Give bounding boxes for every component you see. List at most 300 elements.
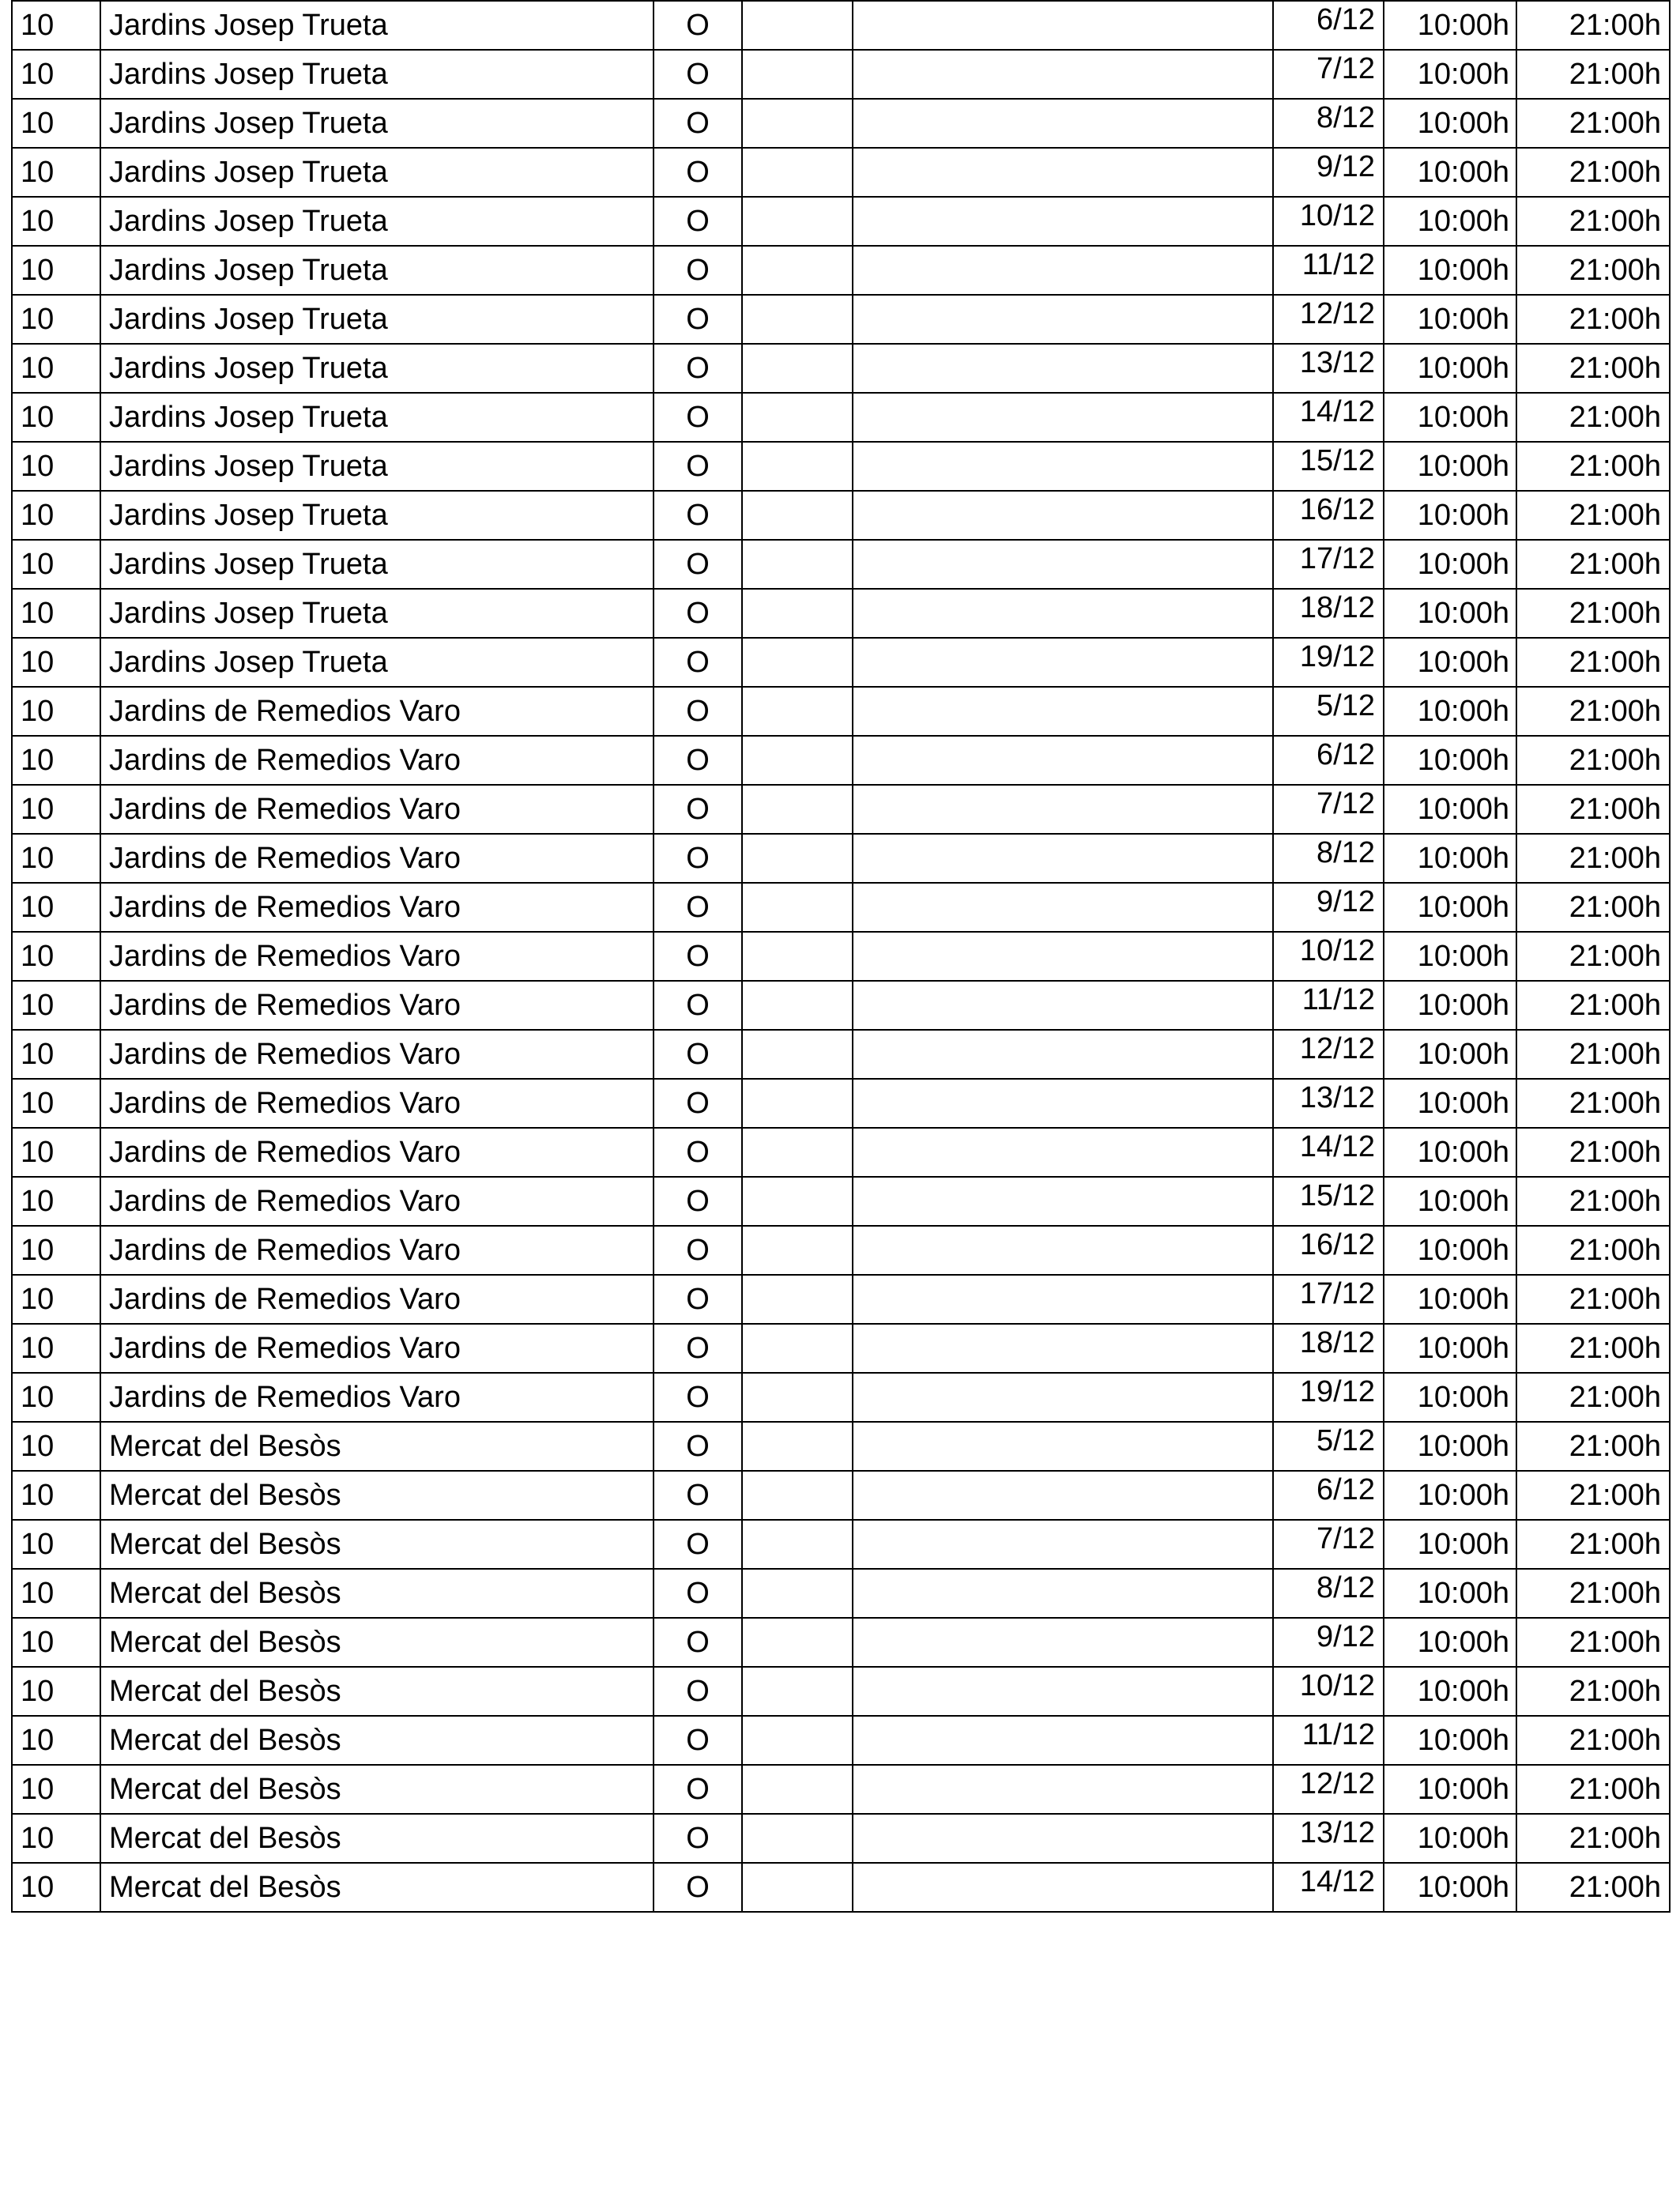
empty-cell	[742, 540, 853, 589]
table-row	[12, 1569, 1670, 1618]
opening-time-cell: 10:00h	[1384, 99, 1516, 148]
empty-cell	[742, 295, 853, 344]
place-cell: Jardins Josep Trueta	[100, 442, 654, 491]
place-cell: Jardins de Remedios Varo	[100, 1128, 654, 1177]
closing-time-cell: 21:00h	[1516, 540, 1670, 589]
empty-cell	[742, 491, 853, 540]
empty-cell	[853, 295, 1273, 344]
closing-time-cell: 21:00h	[1516, 1030, 1670, 1079]
place-cell: Jardins Josep Trueta	[100, 589, 654, 638]
empty-cell	[853, 883, 1273, 932]
type-cell: O	[654, 883, 742, 932]
empty-cell	[853, 1716, 1273, 1765]
place-cell: Jardins de Remedios Varo	[100, 1177, 654, 1226]
place-cell: Mercat del Besòs	[100, 1618, 654, 1667]
place-cell: Jardins Josep Trueta	[100, 638, 654, 687]
opening-time-cell: 10:00h	[1384, 981, 1516, 1030]
district-cell: 10	[12, 540, 100, 589]
district-cell: 10	[12, 883, 100, 932]
date-cell: 11/12	[1273, 1716, 1384, 1765]
district-cell: 10	[12, 1177, 100, 1226]
opening-time-cell: 10:00h	[1384, 1569, 1516, 1618]
empty-cell	[853, 1667, 1273, 1716]
opening-time-cell: 10:00h	[1384, 1373, 1516, 1422]
table-row	[12, 687, 1670, 736]
table-row	[12, 540, 1670, 589]
empty-cell	[742, 932, 853, 981]
empty-cell	[853, 344, 1273, 393]
place-cell: Jardins de Remedios Varo	[100, 883, 654, 932]
closing-time-cell: 21:00h	[1516, 1569, 1670, 1618]
opening-time-cell: 10:00h	[1384, 687, 1516, 736]
date-cell: 15/12	[1273, 442, 1384, 491]
date-cell: 5/12	[1273, 1422, 1384, 1471]
empty-cell	[853, 981, 1273, 1030]
empty-cell	[742, 50, 853, 99]
place-cell: Mercat del Besòs	[100, 1863, 654, 1912]
table-row	[12, 99, 1670, 148]
district-cell: 10	[12, 736, 100, 785]
type-cell: O	[654, 1814, 742, 1863]
opening-time-cell: 10:00h	[1384, 1667, 1516, 1716]
table-row	[12, 344, 1670, 393]
date-cell: 17/12	[1273, 540, 1384, 589]
district-cell: 10	[12, 1520, 100, 1569]
table-row	[12, 981, 1670, 1030]
table-row	[12, 442, 1670, 491]
date-cell: 6/12	[1273, 1, 1384, 50]
district-cell: 10	[12, 1765, 100, 1814]
type-cell: O	[654, 1422, 742, 1471]
closing-time-cell: 21:00h	[1516, 1814, 1670, 1863]
place-cell: Jardins Josep Trueta	[100, 197, 654, 246]
empty-cell	[742, 197, 853, 246]
empty-cell	[742, 1765, 853, 1814]
type-cell: O	[654, 1128, 742, 1177]
empty-cell	[853, 393, 1273, 442]
district-cell: 10	[12, 785, 100, 834]
table-row	[12, 1128, 1670, 1177]
district-cell: 10	[12, 1814, 100, 1863]
date-cell: 8/12	[1273, 99, 1384, 148]
type-cell: O	[654, 638, 742, 687]
type-cell: O	[654, 99, 742, 148]
type-cell: O	[654, 589, 742, 638]
table-row	[12, 1618, 1670, 1667]
district-cell: 10	[12, 1275, 100, 1324]
type-cell: O	[654, 1667, 742, 1716]
district-cell: 10	[12, 1716, 100, 1765]
district-cell: 10	[12, 1569, 100, 1618]
district-cell: 10	[12, 246, 100, 295]
date-cell: 10/12	[1273, 197, 1384, 246]
opening-time-cell: 10:00h	[1384, 1, 1516, 50]
closing-time-cell: 21:00h	[1516, 99, 1670, 148]
district-cell: 10	[12, 1667, 100, 1716]
opening-time-cell: 10:00h	[1384, 1422, 1516, 1471]
empty-cell	[742, 393, 853, 442]
date-cell: 7/12	[1273, 785, 1384, 834]
date-cell: 6/12	[1273, 1471, 1384, 1520]
closing-time-cell: 21:00h	[1516, 491, 1670, 540]
opening-time-cell: 10:00h	[1384, 1520, 1516, 1569]
empty-cell	[742, 1716, 853, 1765]
date-cell: 13/12	[1273, 1814, 1384, 1863]
table-row	[12, 785, 1670, 834]
district-cell: 10	[12, 1, 100, 50]
table-row	[12, 1030, 1670, 1079]
date-cell: 13/12	[1273, 344, 1384, 393]
empty-cell	[742, 99, 853, 148]
empty-cell	[742, 1128, 853, 1177]
opening-time-cell: 10:00h	[1384, 932, 1516, 981]
place-cell: Mercat del Besòs	[100, 1569, 654, 1618]
empty-cell	[742, 834, 853, 883]
empty-cell	[853, 1373, 1273, 1422]
opening-time-cell: 10:00h	[1384, 834, 1516, 883]
table-row	[12, 295, 1670, 344]
opening-time-cell: 10:00h	[1384, 1471, 1516, 1520]
place-cell: Jardins de Remedios Varo	[100, 1226, 654, 1275]
empty-cell	[853, 50, 1273, 99]
place-cell: Jardins Josep Trueta	[100, 540, 654, 589]
place-cell: Jardins Josep Trueta	[100, 344, 654, 393]
district-cell: 10	[12, 932, 100, 981]
closing-time-cell: 21:00h	[1516, 638, 1670, 687]
table-row	[12, 246, 1670, 295]
closing-time-cell: 21:00h	[1516, 1471, 1670, 1520]
empty-cell	[853, 932, 1273, 981]
empty-cell	[742, 1569, 853, 1618]
empty-cell	[853, 540, 1273, 589]
table-row	[12, 1716, 1670, 1765]
type-cell: O	[654, 1226, 742, 1275]
type-cell: O	[654, 491, 742, 540]
closing-time-cell: 21:00h	[1516, 1324, 1670, 1373]
opening-time-cell: 10:00h	[1384, 295, 1516, 344]
district-cell: 10	[12, 295, 100, 344]
empty-cell	[853, 1079, 1273, 1128]
type-cell: O	[654, 932, 742, 981]
type-cell: O	[654, 1863, 742, 1912]
empty-cell	[853, 1128, 1273, 1177]
place-cell: Jardins de Remedios Varo	[100, 932, 654, 981]
opening-time-cell: 10:00h	[1384, 638, 1516, 687]
table-row	[12, 1814, 1670, 1863]
empty-cell	[742, 736, 853, 785]
empty-cell	[742, 785, 853, 834]
district-cell: 10	[12, 1422, 100, 1471]
empty-cell	[853, 1324, 1273, 1373]
opening-time-cell: 10:00h	[1384, 1716, 1516, 1765]
opening-time-cell: 10:00h	[1384, 197, 1516, 246]
empty-cell	[853, 246, 1273, 295]
date-cell: 12/12	[1273, 1765, 1384, 1814]
empty-cell	[742, 1471, 853, 1520]
empty-cell	[853, 1471, 1273, 1520]
type-cell: O	[654, 540, 742, 589]
type-cell: O	[654, 1520, 742, 1569]
district-cell: 10	[12, 1226, 100, 1275]
type-cell: O	[654, 50, 742, 99]
date-cell: 18/12	[1273, 589, 1384, 638]
empty-cell	[853, 442, 1273, 491]
place-cell: Jardins Josep Trueta	[100, 99, 654, 148]
empty-cell	[742, 344, 853, 393]
district-cell: 10	[12, 148, 100, 197]
empty-cell	[853, 1863, 1273, 1912]
place-cell: Jardins Josep Trueta	[100, 1, 654, 50]
schedule-body	[12, 1, 1670, 1912]
type-cell: O	[654, 393, 742, 442]
opening-time-cell: 10:00h	[1384, 1765, 1516, 1814]
type-cell: O	[654, 344, 742, 393]
empty-cell	[742, 589, 853, 638]
empty-cell	[853, 1520, 1273, 1569]
place-cell: Jardins de Remedios Varo	[100, 736, 654, 785]
empty-cell	[853, 1030, 1273, 1079]
closing-time-cell: 21:00h	[1516, 295, 1670, 344]
type-cell: O	[654, 687, 742, 736]
empty-cell	[742, 1814, 853, 1863]
district-cell: 10	[12, 589, 100, 638]
table-row	[12, 1275, 1670, 1324]
empty-cell	[742, 1226, 853, 1275]
closing-time-cell: 21:00h	[1516, 1520, 1670, 1569]
closing-time-cell: 21:00h	[1516, 1618, 1670, 1667]
date-cell: 7/12	[1273, 1520, 1384, 1569]
place-cell: Jardins de Remedios Varo	[100, 1079, 654, 1128]
date-cell: 12/12	[1273, 295, 1384, 344]
date-cell: 12/12	[1273, 1030, 1384, 1079]
empty-cell	[742, 1863, 853, 1912]
closing-time-cell: 21:00h	[1516, 1373, 1670, 1422]
table-row	[12, 393, 1670, 442]
opening-time-cell: 10:00h	[1384, 1079, 1516, 1128]
place-cell: Jardins de Remedios Varo	[100, 1373, 654, 1422]
opening-time-cell: 10:00h	[1384, 1177, 1516, 1226]
place-cell: Jardins de Remedios Varo	[100, 981, 654, 1030]
closing-time-cell: 21:00h	[1516, 1422, 1670, 1471]
empty-cell	[853, 491, 1273, 540]
table-row	[12, 148, 1670, 197]
closing-time-cell: 21:00h	[1516, 1079, 1670, 1128]
table-row	[12, 932, 1670, 981]
place-cell: Jardins Josep Trueta	[100, 393, 654, 442]
opening-time-cell: 10:00h	[1384, 246, 1516, 295]
table-row	[12, 1765, 1670, 1814]
closing-time-cell: 21:00h	[1516, 50, 1670, 99]
place-cell: Mercat del Besòs	[100, 1814, 654, 1863]
empty-cell	[853, 1275, 1273, 1324]
opening-time-cell: 10:00h	[1384, 1814, 1516, 1863]
empty-cell	[853, 1618, 1273, 1667]
opening-time-cell: 10:00h	[1384, 1030, 1516, 1079]
date-cell: 14/12	[1273, 393, 1384, 442]
district-cell: 10	[12, 197, 100, 246]
closing-time-cell: 21:00h	[1516, 393, 1670, 442]
date-cell: 14/12	[1273, 1863, 1384, 1912]
table-row	[12, 1, 1670, 50]
table-row	[12, 1471, 1670, 1520]
date-cell: 9/12	[1273, 1618, 1384, 1667]
table-row	[12, 1373, 1670, 1422]
closing-time-cell: 21:00h	[1516, 785, 1670, 834]
type-cell: O	[654, 1177, 742, 1226]
place-cell: Jardins de Remedios Varo	[100, 1275, 654, 1324]
place-cell: Jardins Josep Trueta	[100, 491, 654, 540]
type-cell: O	[654, 1373, 742, 1422]
empty-cell	[853, 1, 1273, 50]
district-cell: 10	[12, 1863, 100, 1912]
type-cell: O	[654, 1716, 742, 1765]
district-cell: 10	[12, 1471, 100, 1520]
table-row	[12, 1226, 1670, 1275]
closing-time-cell: 21:00h	[1516, 442, 1670, 491]
closing-time-cell: 21:00h	[1516, 1275, 1670, 1324]
empty-cell	[853, 834, 1273, 883]
table-row	[12, 1863, 1670, 1912]
opening-time-cell: 10:00h	[1384, 50, 1516, 99]
date-cell: 14/12	[1273, 1128, 1384, 1177]
table-row	[12, 1324, 1670, 1373]
opening-time-cell: 10:00h	[1384, 785, 1516, 834]
type-cell: O	[654, 295, 742, 344]
date-cell: 10/12	[1273, 1667, 1384, 1716]
place-cell: Mercat del Besòs	[100, 1422, 654, 1471]
closing-time-cell: 21:00h	[1516, 1863, 1670, 1912]
district-cell: 10	[12, 393, 100, 442]
opening-time-cell: 10:00h	[1384, 1226, 1516, 1275]
opening-time-cell: 10:00h	[1384, 589, 1516, 638]
district-cell: 10	[12, 344, 100, 393]
closing-time-cell: 21:00h	[1516, 589, 1670, 638]
empty-cell	[742, 1422, 853, 1471]
place-cell: Jardins de Remedios Varo	[100, 834, 654, 883]
empty-cell	[742, 638, 853, 687]
place-cell: Mercat del Besòs	[100, 1667, 654, 1716]
district-cell: 10	[12, 1079, 100, 1128]
closing-time-cell: 21:00h	[1516, 246, 1670, 295]
place-cell: Mercat del Besòs	[100, 1471, 654, 1520]
closing-time-cell: 21:00h	[1516, 883, 1670, 932]
empty-cell	[853, 1814, 1273, 1863]
opening-time-cell: 10:00h	[1384, 1863, 1516, 1912]
date-cell: 9/12	[1273, 148, 1384, 197]
table-row	[12, 50, 1670, 99]
opening-time-cell: 10:00h	[1384, 1618, 1516, 1667]
district-cell: 10	[12, 50, 100, 99]
date-cell: 19/12	[1273, 1373, 1384, 1422]
type-cell: O	[654, 785, 742, 834]
opening-time-cell: 10:00h	[1384, 491, 1516, 540]
empty-cell	[853, 589, 1273, 638]
opening-time-cell: 10:00h	[1384, 736, 1516, 785]
opening-time-cell: 10:00h	[1384, 148, 1516, 197]
closing-time-cell: 21:00h	[1516, 344, 1670, 393]
closing-time-cell: 21:00h	[1516, 1765, 1670, 1814]
empty-cell	[742, 1, 853, 50]
empty-cell	[742, 1177, 853, 1226]
district-cell: 10	[12, 638, 100, 687]
date-cell: 7/12	[1273, 50, 1384, 99]
empty-cell	[742, 981, 853, 1030]
type-cell: O	[654, 442, 742, 491]
empty-cell	[742, 883, 853, 932]
empty-cell	[853, 1765, 1273, 1814]
opening-time-cell: 10:00h	[1384, 442, 1516, 491]
empty-cell	[853, 1226, 1273, 1275]
type-cell: O	[654, 246, 742, 295]
empty-cell	[853, 736, 1273, 785]
table-row	[12, 1667, 1670, 1716]
empty-cell	[853, 1422, 1273, 1471]
closing-time-cell: 21:00h	[1516, 1667, 1670, 1716]
place-cell: Jardins de Remedios Varo	[100, 785, 654, 834]
place-cell: Jardins de Remedios Varo	[100, 1030, 654, 1079]
district-cell: 10	[12, 1373, 100, 1422]
district-cell: 10	[12, 1324, 100, 1373]
closing-time-cell: 21:00h	[1516, 932, 1670, 981]
date-cell: 19/12	[1273, 638, 1384, 687]
type-cell: O	[654, 1765, 742, 1814]
table-row	[12, 1177, 1670, 1226]
district-cell: 10	[12, 1128, 100, 1177]
table-row	[12, 589, 1670, 638]
closing-time-cell: 21:00h	[1516, 834, 1670, 883]
closing-time-cell: 21:00h	[1516, 1226, 1670, 1275]
opening-time-cell: 10:00h	[1384, 393, 1516, 442]
empty-cell	[853, 99, 1273, 148]
type-cell: O	[654, 1324, 742, 1373]
closing-time-cell: 21:00h	[1516, 981, 1670, 1030]
type-cell: O	[654, 834, 742, 883]
opening-time-cell: 10:00h	[1384, 344, 1516, 393]
type-cell: O	[654, 981, 742, 1030]
empty-cell	[742, 246, 853, 295]
date-cell: 10/12	[1273, 932, 1384, 981]
opening-time-cell: 10:00h	[1384, 883, 1516, 932]
table-row	[12, 1520, 1670, 1569]
empty-cell	[853, 1569, 1273, 1618]
date-cell: 16/12	[1273, 491, 1384, 540]
empty-cell	[853, 1177, 1273, 1226]
empty-cell	[742, 1667, 853, 1716]
closing-time-cell: 21:00h	[1516, 197, 1670, 246]
date-cell: 5/12	[1273, 687, 1384, 736]
table-row	[12, 638, 1670, 687]
place-cell: Jardins Josep Trueta	[100, 148, 654, 197]
type-cell: O	[654, 1618, 742, 1667]
closing-time-cell: 21:00h	[1516, 736, 1670, 785]
type-cell: O	[654, 1275, 742, 1324]
district-cell: 10	[12, 99, 100, 148]
schedule-table	[11, 0, 1671, 1913]
date-cell: 17/12	[1273, 1275, 1384, 1324]
closing-time-cell: 21:00h	[1516, 1128, 1670, 1177]
empty-cell	[742, 687, 853, 736]
empty-cell	[853, 197, 1273, 246]
empty-cell	[742, 1030, 853, 1079]
empty-cell	[853, 148, 1273, 197]
type-cell: O	[654, 1030, 742, 1079]
empty-cell	[742, 1618, 853, 1667]
district-cell: 10	[12, 1030, 100, 1079]
table-row	[12, 1079, 1670, 1128]
date-cell: 8/12	[1273, 834, 1384, 883]
district-cell: 10	[12, 442, 100, 491]
date-cell: 11/12	[1273, 246, 1384, 295]
